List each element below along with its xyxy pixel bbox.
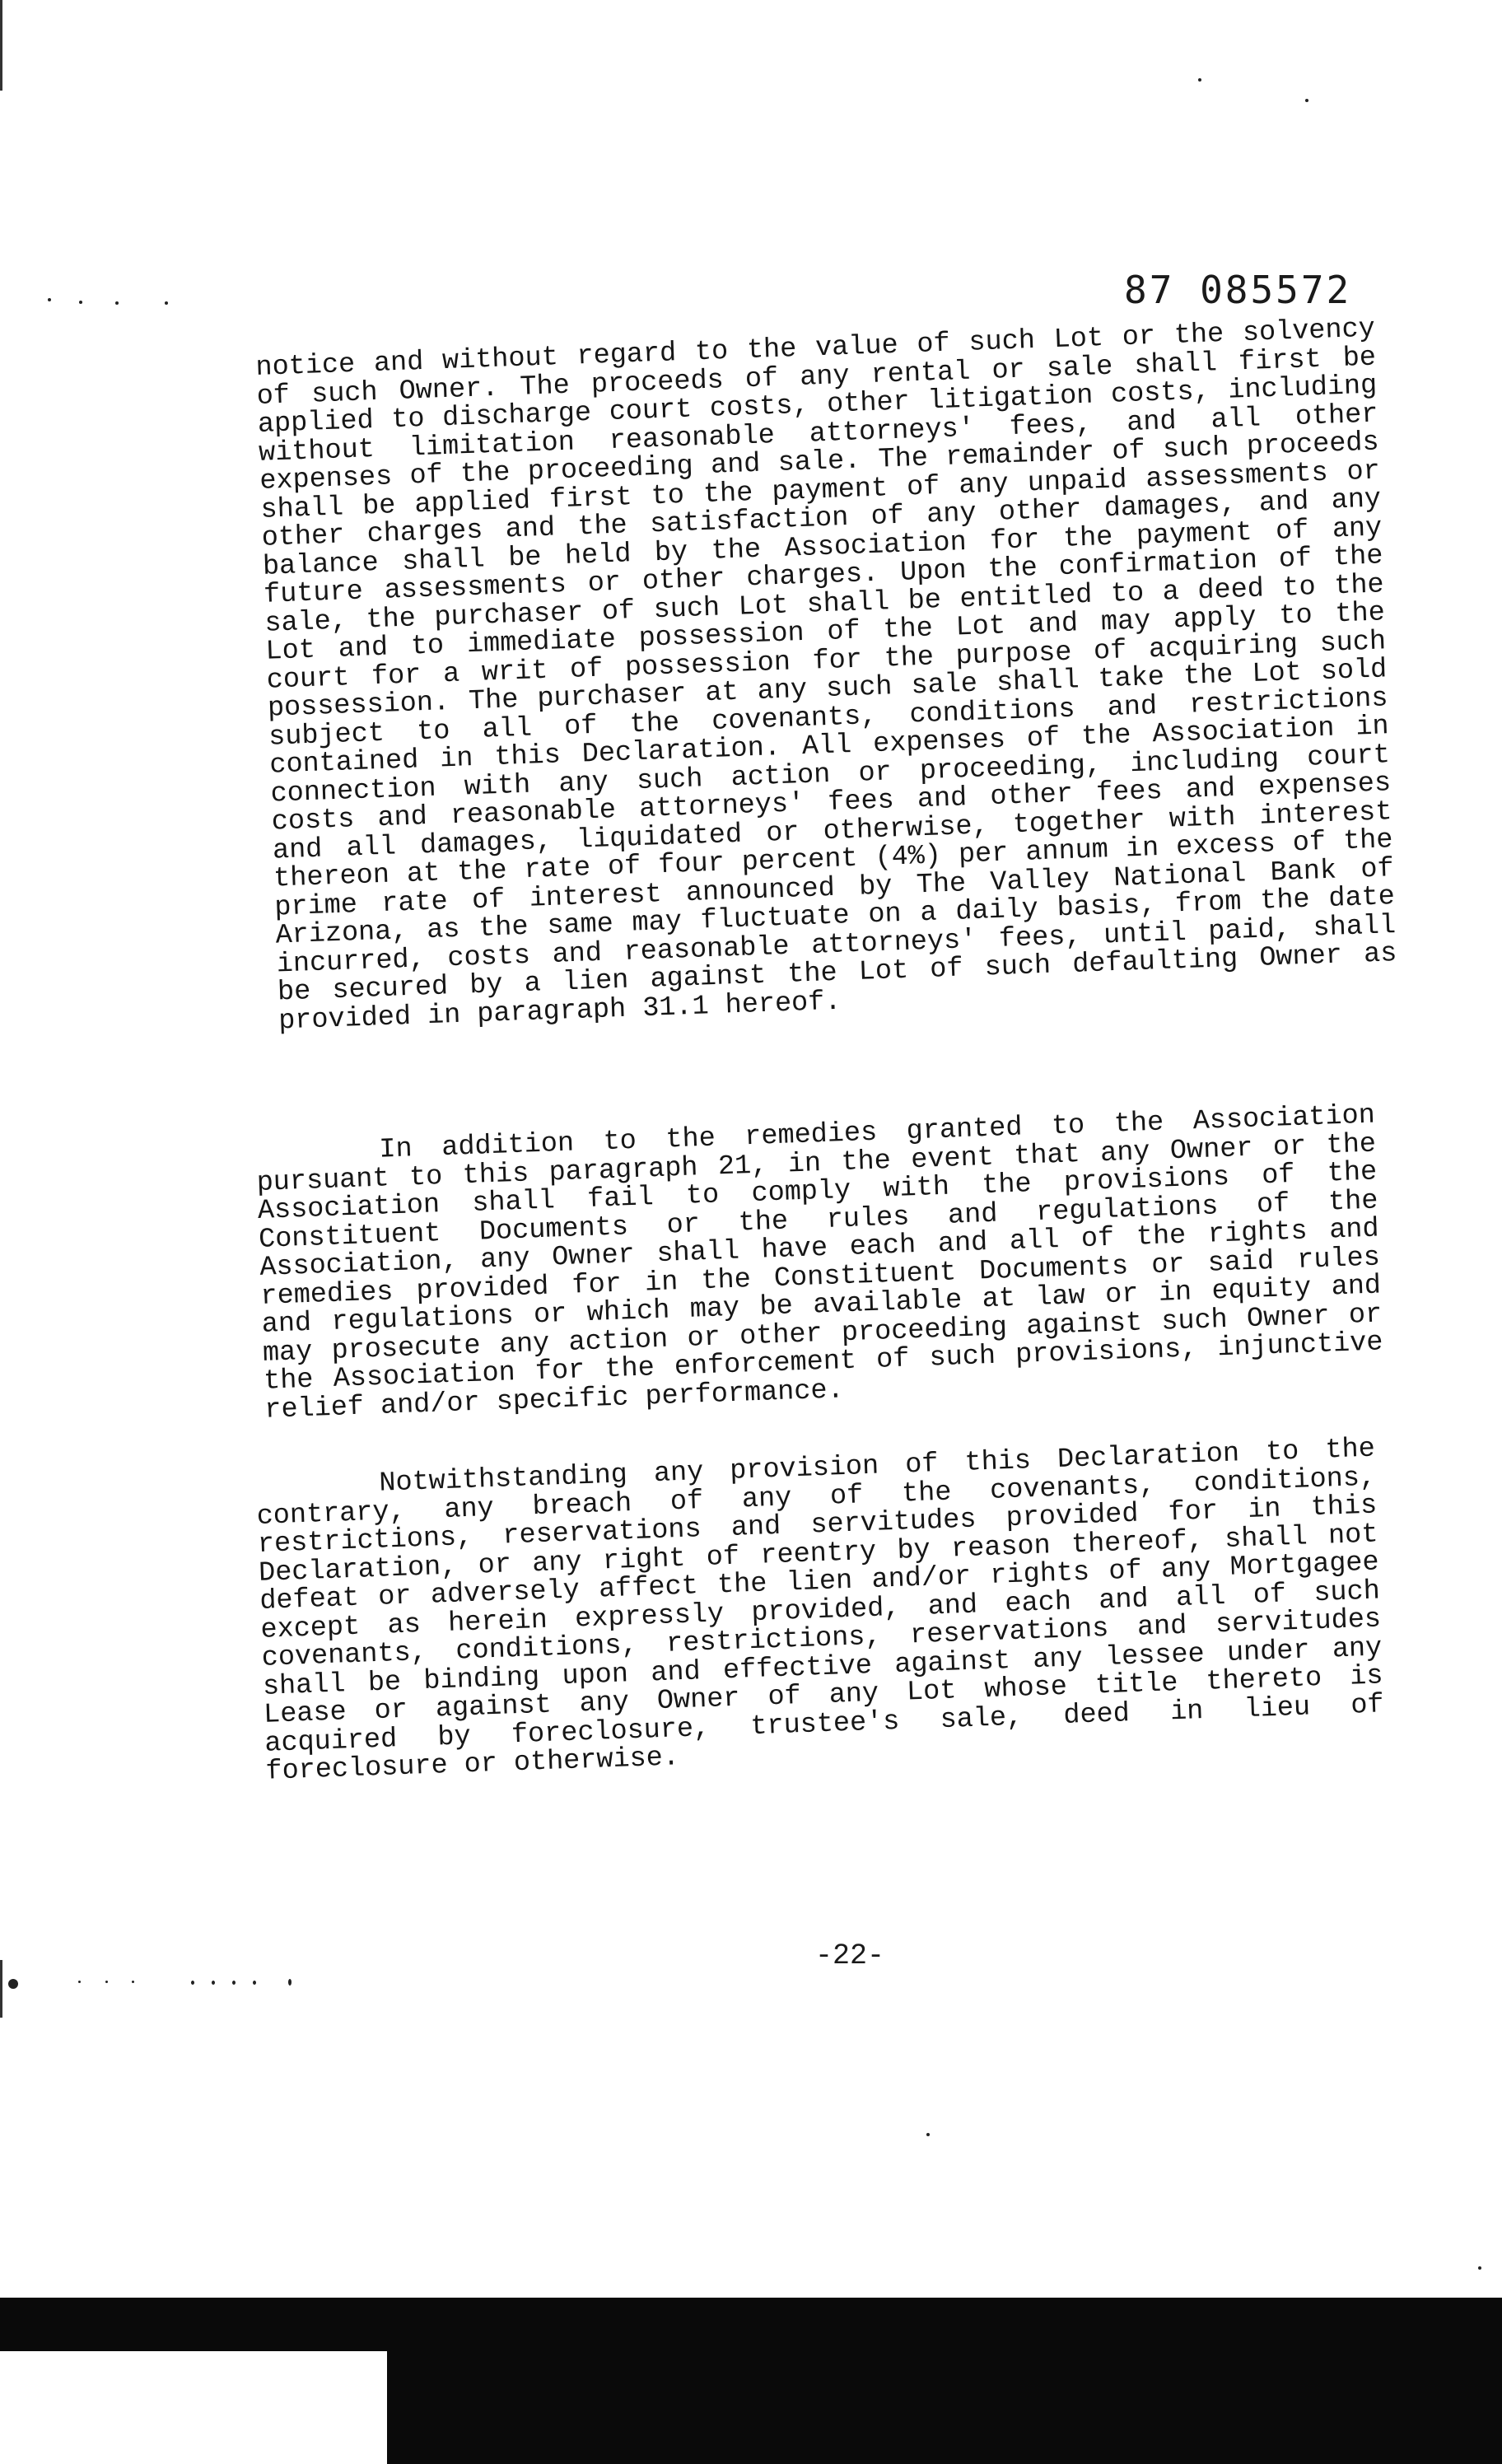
scan-speck xyxy=(115,301,119,305)
scan-edge-mark xyxy=(0,1960,2,2018)
paragraph-1: notice and without regard to the value of such Lot or the solvency of such Owner. The proceeds of any rental or sale shall first be applied to discharge court costs, other litigation costs, including without limitation reasonable attorneys' fees, and all other expenses of the proceeding and sale. The remainder of such proceeds shall be applied first to the payment of any unpaid assessments or other charges and the satisfaction of any other damages, and any balance shall be held by the Association for the payment of any future assessments or other charges. Upon the confirmation of the sale, the purchaser of such Lot shall be entitled to a deed to the Lot and to immediate possession of the Lot and may apply to the court for a writ of possession for the purpose of acquiring such possession. The purchaser at any such sale shall take the Lot sold subject to all of the covenants, conditions and restrictions contained in this Declaration. All expenses of the Association in connection with any such action or proceeding, including court costs and reasonable attorneys' fees and other fees and expenses and all damages, liquidated or otherwise, together with interest thereon at the rate of four percent (4%) per annum in excess of the prime rate of interest announced by The Valley National Bank of Arizona, as the same may fluctuate on a daily basis, from the date incurred, costs and reasonable attorneys' fees, until paid, shall be secured by a lien against the Lot of such defaulting Owner as provided in paragraph 31.1 hereof. xyxy=(254,313,1397,1037)
paragraph-2: In addition to the remedies granted to the Association pursuant to this paragraph 21, in the event that any Owner or the Association shall fail to comply with the provisions of the Constituent Documents or the rules and regulations of the Association, any Owner shall have each and all of the rights and remedies provided for in the Constituent Documents or said rules and regulations or which may be available at law or in equity and may prosecute any action or other proceeding against such Owner or the Association for the enforcement of such provisions, injunctive relief and/or specific performance. xyxy=(256,1099,1384,1426)
paragraph-3: Notwithstanding any provision of this Declaration to the contrary, any breach of any of the covenants, conditions, restrictions, reservations and servitudes provided for in this Declaration, or any right of reentry by reason thereof, shall not defeat or adversely affect the lien and/or rights of any Mortgagee except as herein expressly provided, and each and all of such covenants, conditions, restrictions, reservations and servitudes shall be binding upon and effective against any lessee under any Lease or against any Owner of any Lot whose title thereto is acquired by foreclosure, trustee's sale, deed in lieu of foreclosure or otherwise. xyxy=(256,1433,1385,1788)
scan-speck xyxy=(8,1979,18,1989)
scan-speck xyxy=(1478,2266,1481,2270)
scan-speck xyxy=(253,1981,256,1985)
scan-white-patch xyxy=(0,2351,387,2464)
scan-speck xyxy=(1305,99,1308,102)
scan-speck xyxy=(232,1981,236,1985)
scan-speck xyxy=(288,1979,292,1986)
scan-speck xyxy=(132,1981,134,1983)
scan-speck xyxy=(78,1981,81,1983)
scan-speck xyxy=(48,298,51,301)
scan-speck xyxy=(212,1981,215,1985)
scan-speck xyxy=(105,1981,108,1983)
scan-speck xyxy=(79,301,82,304)
scan-edge-mark xyxy=(0,0,2,91)
scan-speck xyxy=(926,2133,930,2136)
scan-speck xyxy=(1198,78,1201,82)
scan-speck xyxy=(191,1981,194,1985)
scan-speck xyxy=(165,301,168,305)
page-number: -22- xyxy=(815,1939,885,1972)
recording-number: 87 085572 xyxy=(1124,268,1352,312)
